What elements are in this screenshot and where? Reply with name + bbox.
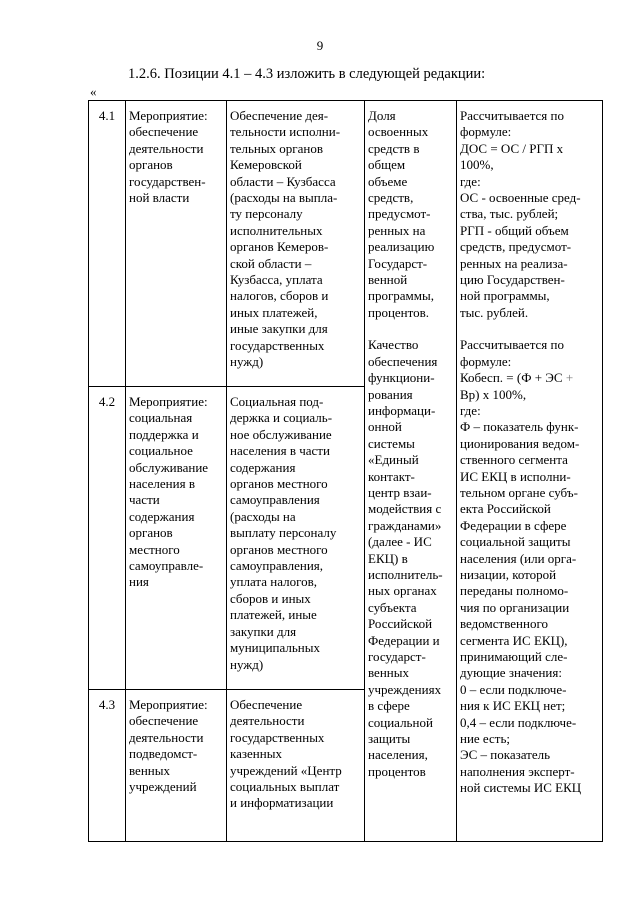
event-cell: Мероприятие: социальная поддержка и социальное обслуживание населения в части содержания органов местного самоуправле- ния bbox=[126, 387, 227, 690]
table-row bbox=[89, 101, 603, 387]
row-number: 4.1 bbox=[89, 101, 126, 387]
indicator-iis-ekc-quality: Качество обеспечения функциони- рования информаци- онной системы «Единый контакт- центр взаи- модействия с гражданами» (далее - ИС ЕКЦ) в исполнитель- ных органах субъекта Российской Федерации и государст- венных учреждениях в сфере социальной защиты населения, процентов bbox=[368, 337, 443, 779]
description-cell: Социальная под- держка и социаль- ное обслуживание населения в части содержания органов местного самоуправления (расходы на выплату персоналу органов местного самоуправления, уплата налогов, сборов и иных платежей, иные закупки для муниципальных нужд) bbox=[227, 387, 365, 690]
event-cell: Мероприятие: обеспечение деятельности подведомст- венных учреждений bbox=[126, 690, 227, 842]
formula-dos: Рассчитывается по формуле: ДОС = ОС / РГП х 100%, где: ОС - освоенные сред- ства, тыс. рублей; РГП - общий объем средств, предусмот- ренных на реализа- цию Государствен- ной программы, тыс. рублей. bbox=[460, 108, 581, 320]
indicator-share-of-funds: Доля освоенных средств в общем объеме средств, предусмот- ренных на реализацию Государст- венной программы, процентов. bbox=[368, 108, 435, 320]
formula-kobesp: Рассчитывается по формуле: Кобесп. = (Ф + ЭС + Вр) х 100%, где: Ф – показатель функ- ционирования ведом- ственного сегмента ИС ЕКЦ в исполни- тельном органе субъ- екта Российской Федерации в сфере социальной защиты населения (или орга- низации, которой переданы полномо- чия по организации ведомственного сегмента ИС ЕКЦ), принимающий сле- дующие значения: 0 – если подключе- ния к ИС ЕКЦ нет; 0,4 – если подключе- ние есть; ЭС – показатель наполнения эксперт- ной системы ИС ЕКЦ bbox=[460, 337, 582, 796]
positions-table bbox=[88, 100, 603, 842]
row-number: 4.3 bbox=[89, 690, 126, 842]
description-cell: Обеспечение дея- тельности исполни- тельных органов Кемеровской области – Кузбасса (расходы на выпла- ту персоналу исполнительных органов Кемеров- ской области – Кузбасса, уплата налогов, сборов и иных платежей, иные закупки для государственных нужд) bbox=[227, 101, 365, 387]
indicator-cell bbox=[365, 101, 457, 842]
event-cell: Мероприятие: обеспечение деятельности органов государствен- ной власти bbox=[126, 101, 227, 387]
description-cell: Обеспечение деятельности государственных казенных учреждений «Центр социальных выплат и информатизации bbox=[227, 690, 365, 842]
opening-quote-mark: « bbox=[90, 84, 97, 99]
page-number: 9 bbox=[316, 38, 324, 53]
amendment-intro: 1.2.6. Позиции 4.1 – 4.3 изложить в следующей редакции: bbox=[128, 66, 486, 82]
formula-cell bbox=[457, 101, 603, 842]
row-number: 4.2 bbox=[89, 387, 126, 690]
